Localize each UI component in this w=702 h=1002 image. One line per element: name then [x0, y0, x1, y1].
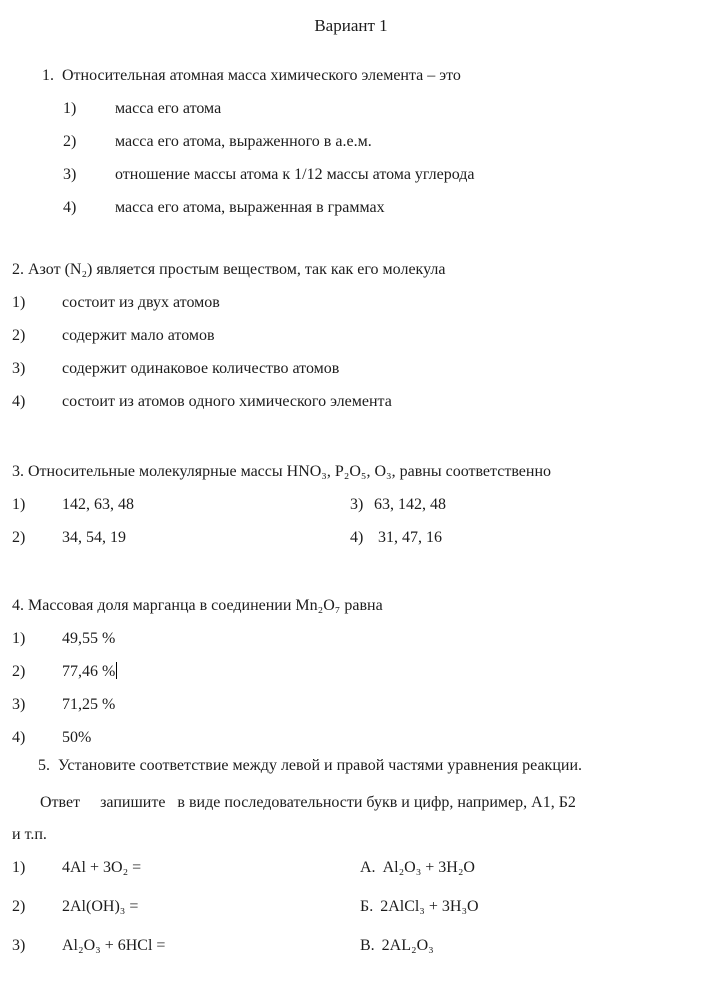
match-letter: Б.	[360, 898, 374, 915]
option-text: состоит из атомов одного химического элемента	[62, 393, 392, 410]
option-row	[63, 165, 690, 185]
question-5-text-line3: и т.п.	[12, 826, 47, 843]
question-5	[12, 756, 690, 956]
option-number: 1)	[12, 496, 26, 513]
option-text: содержит одинаковое количество атомов	[62, 360, 340, 377]
question-1	[42, 66, 690, 218]
option-number: 4)	[350, 529, 364, 546]
option-number: 2)	[12, 898, 26, 915]
option-text: 71,25 %	[62, 696, 116, 713]
option-text: 63, 142, 48	[374, 496, 446, 513]
option-row	[63, 132, 690, 152]
option-row	[12, 293, 690, 313]
option-number: 1)	[12, 630, 26, 647]
question-5-text-line1: 5. Установите соответствие между левой и правой частями уравнения реакции.	[38, 757, 583, 774]
match-row	[12, 858, 690, 878]
option-number: 4)	[12, 729, 26, 746]
question-3	[12, 462, 690, 548]
option-number: 4)	[63, 199, 77, 216]
option-row	[12, 326, 690, 346]
equation-right: Al₂O₃ + 3H₂O	[382, 859, 475, 876]
option-row	[12, 629, 690, 649]
equation-right: 2AL₂O₃	[381, 937, 434, 954]
option-text: 77,46 %	[62, 663, 116, 680]
option-text: отношение массы атома к 1/12 массы атома углерода	[115, 166, 475, 183]
match-row	[12, 936, 690, 956]
option-row	[12, 359, 690, 379]
equation-left: Al₂O₃ + 6HCl =	[62, 937, 166, 954]
option-row	[63, 198, 690, 218]
option-text: 34, 54, 19	[62, 529, 126, 546]
option-text: масса его атома, выраженного в а.е.м.	[115, 133, 372, 150]
option-text: 50%	[62, 729, 92, 746]
option-number: 2)	[12, 529, 26, 546]
match-row	[12, 897, 690, 917]
question-4-text: 4. Массовая доля марганца в соединении Mn₂O₇ равна	[12, 597, 383, 614]
matching-table	[12, 858, 690, 956]
equation-left: 4Al + 3O₂ =	[62, 859, 142, 876]
equation-left: 2Al(OH)₃ =	[62, 898, 139, 915]
option-number: 1)	[12, 294, 26, 311]
text-cursor	[116, 662, 117, 679]
option-row	[12, 728, 690, 748]
match-letter: В.	[360, 937, 375, 954]
question-2	[12, 260, 690, 412]
option-row	[12, 662, 690, 682]
question-2-text: 2. Азот (N₂) является простым веществом, так как его молекула	[12, 261, 446, 278]
option-number: 3)	[12, 696, 26, 713]
option-number: 4)	[12, 393, 26, 410]
option-text: масса его атома, выраженная в граммах	[115, 199, 385, 216]
question-3-text: 3. Относительные молекулярные массы HNO₃, P₂O₅, O₃, равны соответственно	[12, 463, 551, 480]
option-row	[12, 528, 690, 548]
option-number: 2)	[12, 663, 26, 680]
option-text: состоит из двух атомов	[62, 294, 220, 311]
option-number: 3)	[63, 166, 77, 183]
option-number: 3)	[350, 496, 364, 513]
option-number: 2)	[63, 133, 77, 150]
option-number: 2)	[12, 327, 26, 344]
match-letter: А.	[360, 859, 376, 876]
option-number: 1)	[63, 100, 77, 117]
option-row	[63, 99, 690, 119]
option-row	[12, 495, 690, 515]
option-row	[12, 392, 690, 412]
question-1-text: 1. Относительная атомная масса химического элемента – это	[42, 67, 461, 84]
option-number: 1)	[12, 859, 26, 876]
question-5-text-line2: Ответ запишите в виде последовательности букв и цифр, например, А1, Б2	[40, 794, 576, 811]
exam-title: Вариант 1	[314, 16, 388, 35]
option-number: 3)	[12, 360, 26, 377]
equation-right: 2AlCl₃ + 3H₃O	[380, 898, 479, 915]
option-text: 49,55 %	[62, 630, 116, 647]
option-text: масса его атома	[115, 100, 222, 117]
option-text: содержит мало атомов	[62, 327, 215, 344]
option-row	[12, 695, 690, 715]
option-number: 3)	[12, 937, 26, 954]
option-text: 142, 63, 48	[62, 496, 134, 513]
question-4	[12, 596, 690, 748]
option-text: 31, 47, 16	[374, 529, 442, 546]
